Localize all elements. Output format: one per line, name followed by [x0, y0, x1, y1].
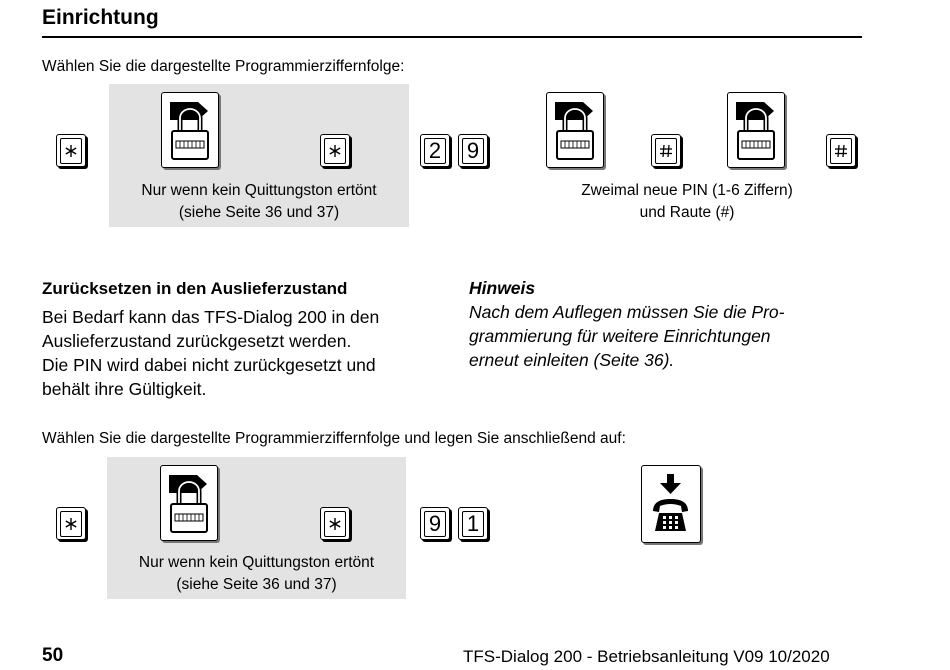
- star-key-icon: [56, 507, 86, 540]
- padlock-key-icon: [160, 465, 218, 541]
- digit-key-1: [458, 507, 488, 540]
- page-number: 50: [42, 645, 64, 666]
- hint-line: Nach dem Auflegen müssen Sie die Pro-: [469, 302, 785, 322]
- caption-line: Nur wenn kein Quittungston ertönt: [138, 554, 375, 571]
- hash-key-icon: [826, 134, 856, 167]
- hint-line: erneut einleiten (Seite 36).: [469, 350, 675, 370]
- padlock-key-icon: [727, 92, 785, 168]
- reset-text: [42, 305, 437, 401]
- padlock-key-icon: [161, 92, 219, 168]
- padlock-key-icon: [546, 92, 604, 168]
- reset-line: Die PIN wird dabei nicht zurückgesetzt und: [42, 355, 376, 375]
- conditional-caption: [107, 552, 406, 596]
- star-key-icon: [320, 134, 350, 167]
- section2-intro: Wählen Sie die dargestellte Programmierziffernfolge und legen Sie anschließend auf:: [42, 430, 626, 447]
- digit-key-label: 9: [424, 511, 446, 537]
- footer-text: TFS-Dialog 200 - Betriebsanleitung V09 10/2020: [463, 647, 830, 666]
- hash-key-icon: [651, 134, 681, 167]
- reset-heading: Zurücksetzen in den Auslieferzustand: [42, 279, 348, 298]
- caption-line: Zweimal neue PIN (1-6 Ziffern): [581, 182, 793, 199]
- caption-line: Nur wenn kein Quittungston ertönt: [141, 182, 377, 199]
- digit-key-9: [420, 507, 450, 540]
- caption-line: (siehe Seite 36 und 37): [176, 576, 337, 593]
- hint-line: grammierung für weitere Einrichtungen: [469, 326, 771, 346]
- hint-text: [469, 300, 862, 372]
- reset-line: Bei Bedarf kann das TFS-Dialog 200 in den: [42, 307, 380, 327]
- pin-caption: [537, 180, 837, 224]
- caption-line: (siehe Seite 36 und 37): [178, 204, 340, 221]
- hang-up-phone-icon: [641, 465, 701, 543]
- conditional-caption: [109, 180, 409, 224]
- caption-line: und Raute (#): [639, 204, 735, 221]
- digit-key-2: [420, 134, 450, 167]
- reset-line: Auslieferzustand zurückgesetzt werden.: [42, 331, 352, 351]
- page-title: Einrichtung: [42, 6, 159, 29]
- hint-heading: Hinweis: [469, 278, 536, 298]
- title-rule: [42, 36, 862, 38]
- star-key-icon: [56, 134, 86, 167]
- digit-key-label: 9: [462, 138, 484, 164]
- digit-key-label: 2: [424, 138, 446, 164]
- digit-key-label: 1: [462, 511, 484, 537]
- reset-line: behält ihre Gültigkeit.: [42, 379, 207, 399]
- digit-key-9: [458, 134, 488, 167]
- star-key-icon: [320, 507, 350, 540]
- section1-intro: Wählen Sie die dargestellte Programmierziffernfolge:: [42, 58, 405, 75]
